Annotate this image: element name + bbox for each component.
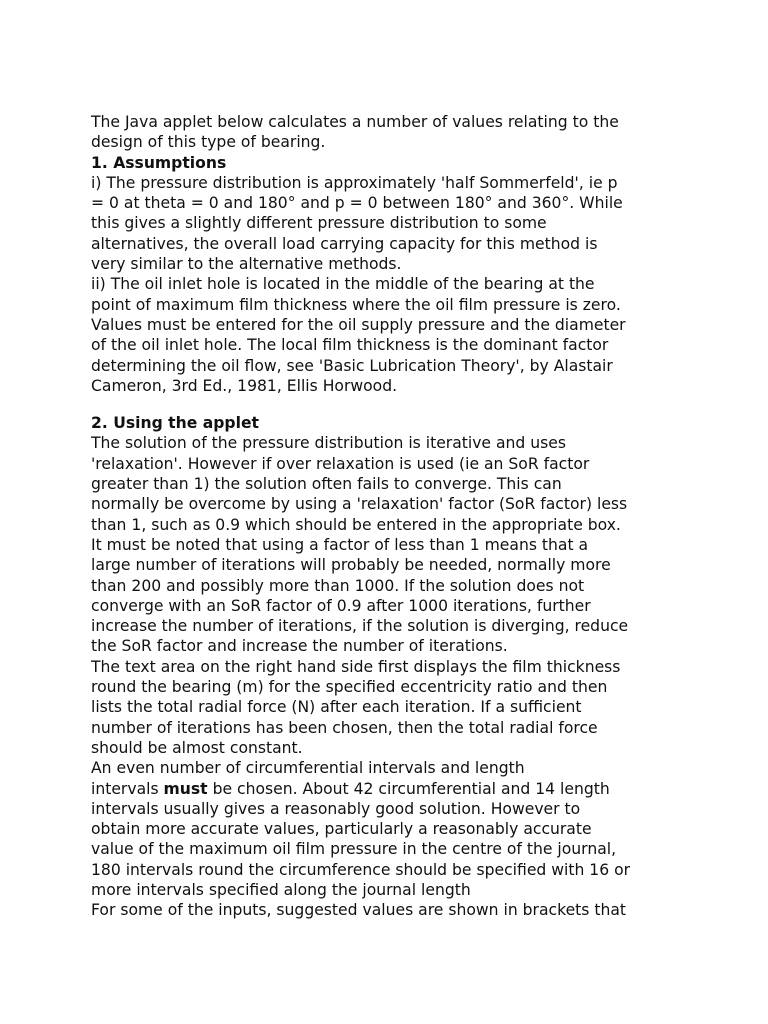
paragraph-line: the SoR factor and increase the number of iterations.	[91, 637, 508, 656]
section-heading-using-applet: 2. Using the applet	[91, 414, 259, 433]
paragraph-line: than 200 and possibly more than 1000. If the solution does not	[91, 576, 585, 595]
paragraph-line: An even number of circumferential intervals and length	[91, 759, 525, 778]
paragraph-line: round the bearing (m) for the specified eccentricity ratio and then	[91, 678, 608, 697]
paragraph-line: more intervals specified along the journal length	[91, 880, 471, 899]
paragraph-line: intervals usually gives a reasonably good solution. However to	[91, 799, 581, 818]
paragraph-line: obtain more accurate values, particularly a reasonably accurate	[91, 820, 592, 839]
section-heading-assumptions: 1. Assumptions	[91, 153, 227, 172]
section-spacer	[91, 396, 691, 413]
paragraph-line: lists the total radial force (N) after each iteration. If a sufficient	[91, 698, 582, 717]
paragraph-line: point of maximum film thickness where the oil film pressure is zero.	[91, 295, 621, 314]
paragraph-line: very similar to the alternative methods.	[91, 255, 402, 274]
paragraph-line: = 0 at theta = 0 and 180° and p = 0 between 180° and 360°. While	[91, 194, 623, 213]
document-body	[91, 112, 691, 921]
paragraph-line: converge with an SoR factor of 0.9 after 1000 iterations, further	[91, 596, 591, 615]
paragraph-line: should be almost constant.	[91, 738, 303, 757]
paragraph-line: of the oil inlet hole. The local film thickness is the dominant factor	[91, 336, 609, 355]
paragraph-line: determining the oil flow, see 'Basic Lubrication Theory', by Alastair	[91, 356, 613, 375]
paragraph-line: Values must be entered for the oil supply pressure and the diameter	[91, 315, 626, 334]
intro-line: design of this type of bearing.	[91, 133, 326, 152]
paragraph-line: The text area on the right hand side first displays the film thickness	[91, 657, 621, 676]
paragraph-line: increase the number of iterations, if the solution is diverging, reduce	[91, 617, 629, 636]
paragraph-line: It must be noted that using a factor of less than 1 means that a	[91, 535, 589, 554]
paragraph-line: large number of iterations will probably be needed, normally more	[91, 556, 611, 575]
paragraph-line: number of iterations has been chosen, then the total radial force	[91, 718, 598, 737]
paragraph-line-must: intervals must be chosen. About 42 circumferential and 14 length	[91, 779, 610, 798]
paragraph-line: normally be overcome by using a 'relaxation' factor (SoR factor) less	[91, 495, 628, 514]
emphasis-must: must	[163, 779, 208, 798]
paragraph-line: For some of the inputs, suggested values are shown in brackets that	[91, 901, 627, 920]
paragraph-line: Cameron, 3rd Ed., 1981, Ellis Horwood.	[91, 376, 398, 395]
paragraph-line: value of the maximum oil film pressure in the centre of the journal,	[91, 840, 617, 859]
paragraph-line: i) The pressure distribution is approximately 'half Sommerfeld', ie p	[91, 173, 618, 192]
paragraph-line: 'relaxation'. However if over relaxation is used (ie an SoR factor	[91, 454, 590, 473]
intro-line: The Java applet below calculates a number of values relating to the	[91, 113, 619, 131]
paragraph-line: The solution of the pressure distribution is iterative and uses	[91, 434, 566, 453]
paragraph-line: ii) The oil inlet hole is located in the middle of the bearing at the	[91, 275, 595, 294]
paragraph-line: this gives a slightly different pressure distribution to some	[91, 214, 547, 233]
paragraph-line: than 1, such as 0.9 which should be entered in the appropriate box.	[91, 515, 621, 534]
paragraph-line: 180 intervals round the circumference should be specified with 16 or	[91, 860, 631, 879]
paragraph-line: greater than 1) the solution often fails to converge. This can	[91, 475, 562, 494]
paragraph-line: alternatives, the overall load carrying capacity for this method is	[91, 234, 598, 253]
